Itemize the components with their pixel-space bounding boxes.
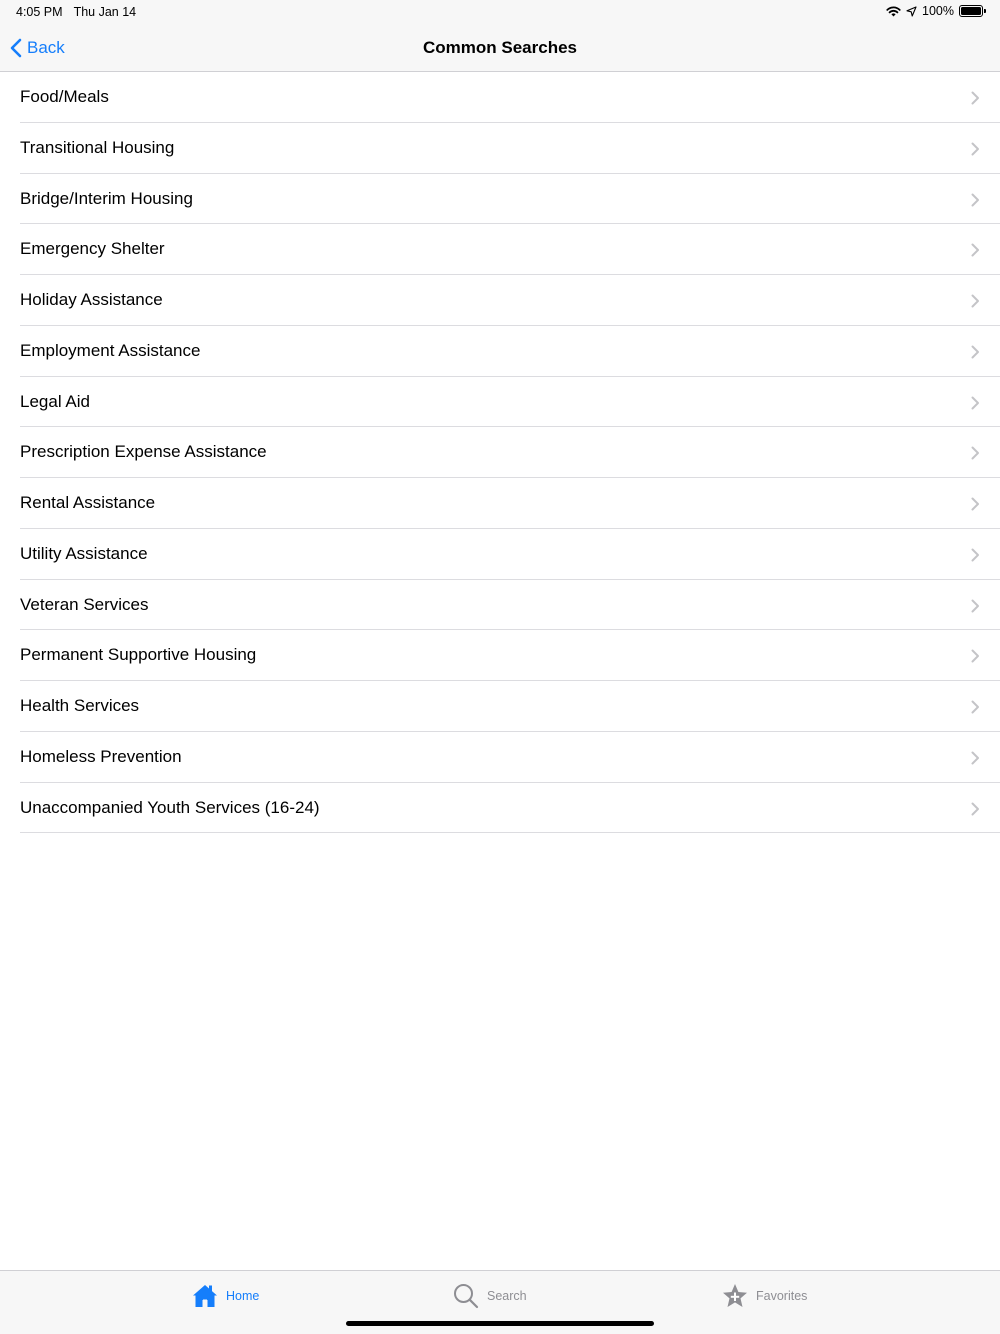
chevron-right-icon [971, 91, 980, 105]
tab-favorites-label: Favorites [756, 1289, 808, 1303]
list-item-label: Permanent Supportive Housing [20, 645, 257, 665]
chevron-right-icon [971, 700, 980, 714]
home-indicator [346, 1321, 654, 1326]
list-item-permanent-supportive-housing[interactable] [20, 630, 1000, 681]
chevron-right-icon [971, 396, 980, 410]
list-item-label: Bridge/Interim Housing [20, 188, 193, 208]
list-item-label: Legal Aid [20, 391, 90, 411]
list-item-rental-assistance[interactable] [20, 478, 1000, 529]
chevron-right-icon [971, 243, 980, 257]
list-item-prescription-expense-assistance[interactable] [20, 427, 1000, 478]
list-item-food-meals[interactable] [20, 72, 1000, 123]
list-item-health-services[interactable] [20, 681, 1000, 732]
tab-search-label: Search [487, 1289, 527, 1303]
home-icon [192, 1284, 218, 1308]
list-item-transitional-housing[interactable] [20, 123, 1000, 174]
list-item-veteran-services[interactable] [20, 580, 1000, 631]
list-item-label: Emergency Shelter [20, 239, 165, 259]
battery-icon [959, 5, 986, 17]
list-item-label: Prescription Expense Assistance [20, 442, 267, 462]
list-item-label: Holiday Assistance [20, 290, 163, 309]
star-plus-icon [722, 1283, 748, 1309]
list-item-employment-assistance[interactable] [20, 326, 1000, 377]
list-item-label: Homeless Prevention [20, 746, 182, 766]
chevron-right-icon [971, 446, 980, 460]
battery-percent: 100% [922, 4, 954, 18]
tab-favorites[interactable] [722, 1281, 807, 1311]
list-item-bridge-interim-housing[interactable] [20, 174, 1000, 225]
chevron-right-icon [971, 599, 980, 613]
status-date: Thu Jan 14 [73, 5, 137, 19]
list-item-utility-assistance[interactable] [20, 529, 1000, 580]
chevron-right-icon [971, 548, 980, 562]
list-item-label: Utility Assistance [20, 543, 148, 563]
chevron-right-icon [971, 751, 980, 765]
list-item-legal-aid[interactable] [20, 377, 1000, 428]
chevron-right-icon [971, 294, 980, 308]
list-item-label: Health Services [20, 696, 140, 715]
chevron-right-icon [971, 345, 980, 359]
list-item-unaccompanied-youth-services[interactable] [20, 783, 1000, 834]
common-searches-list [0, 72, 1000, 833]
status-left [16, 5, 136, 19]
chevron-right-icon [971, 193, 980, 207]
list-item-label: Rental Assistance [20, 493, 156, 512]
chevron-right-icon [971, 497, 980, 511]
back-label: Back [27, 38, 65, 57]
list-item-label: Veteran Services [20, 594, 149, 614]
status-time: 4:05 PM [16, 5, 63, 19]
wifi-icon [886, 5, 901, 17]
tab-home-label: Home [226, 1289, 260, 1303]
chevron-right-icon [971, 649, 980, 663]
tab-home[interactable] [192, 1281, 259, 1311]
list-item-homeless-prevention[interactable] [20, 732, 1000, 783]
list-item-label: Unaccompanied Youth Services (16-24) [20, 797, 320, 817]
chevron-right-icon [971, 802, 980, 816]
list-item-label: Food/Meals [20, 87, 109, 106]
tab-search[interactable] [453, 1281, 527, 1311]
status-right [886, 4, 986, 18]
list-item-emergency-shelter[interactable] [20, 224, 1000, 275]
location-arrow-icon [906, 6, 917, 17]
status-bar [0, 0, 1000, 24]
chevron-right-icon [971, 142, 980, 156]
list-item-holiday-assistance[interactable] [20, 275, 1000, 326]
list-item-label: Employment Assistance [20, 340, 201, 360]
navigation-bar [0, 24, 1000, 72]
search-icon [453, 1283, 479, 1309]
page-title: Common Searches [423, 38, 577, 57]
list-item-label: Transitional Housing [20, 137, 175, 157]
